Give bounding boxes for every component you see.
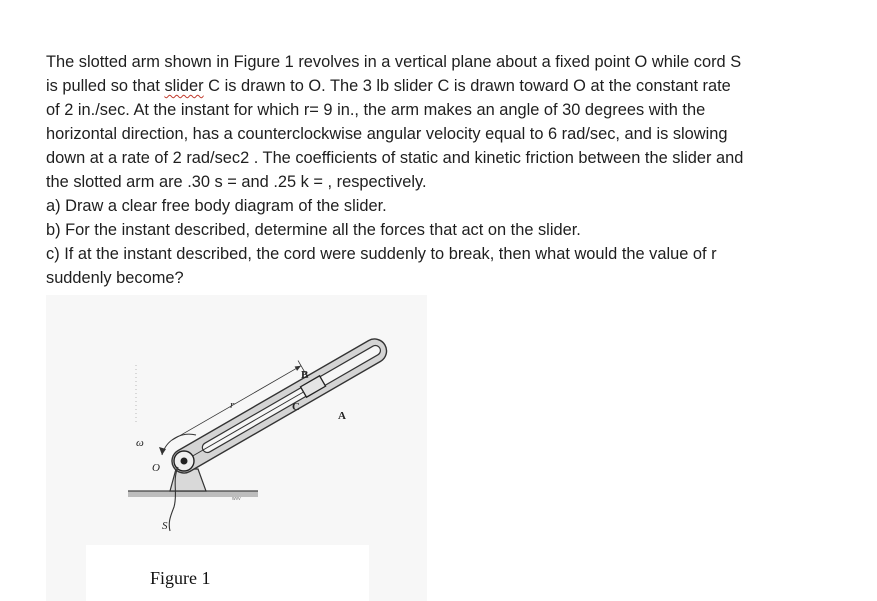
problem-line-3: of 2 in./sec. At the instant for which r= 9 in., the arm makes an angle of 30 degrees with the	[46, 101, 706, 119]
question-part-b: b) For the instant described, determine all the forces that act on the slider.	[46, 221, 581, 239]
question-part-c-line-1: c) If at the instant described, the cord were suddenly to break, then what would the value of r	[46, 245, 717, 263]
cord-s-label: S	[162, 520, 168, 532]
ground-mark: wvv	[232, 496, 241, 502]
problem-line-2-start: is pulled so that	[46, 77, 165, 95]
point-b-label: B	[301, 369, 309, 381]
omega-label: ω	[136, 437, 144, 449]
question-part-c-line-2: suddenly become?	[46, 269, 184, 287]
slider-c-label: C	[292, 401, 300, 413]
r-label: r	[230, 399, 235, 411]
problem-line-6: the slotted arm are .30 s = and .25 k = , respectively.	[46, 173, 427, 191]
problem-line-5: down at a rate of 2 rad/sec2 . The coefficients of static and kinetic friction between the slider and	[46, 149, 744, 167]
cord-along-arm	[193, 392, 304, 456]
point-a-label: A	[338, 410, 346, 422]
figure-caption: Figure 1	[150, 568, 211, 588]
question-part-a: a) Draw a clear free body diagram of the slider.	[46, 197, 387, 215]
problem-line-2-end: C is drawn to O. The 3 lb slider C is drawn toward O at the constant rate	[203, 77, 731, 95]
problem-line-2	[46, 74, 846, 98]
spellcheck-word: slider	[164, 77, 204, 95]
problem-statement	[46, 50, 846, 290]
problem-line-4: horizontal direction, has a counterclockwise angular velocity equal to 6 rad/sec, and is slowing	[46, 125, 728, 143]
caption-background	[86, 545, 369, 601]
point-o-label: O	[152, 462, 160, 474]
pivot-pin	[181, 458, 188, 465]
problem-line-1: The slotted arm shown in Figure 1 revolves in a vertical plane about a fixed point O while cord S	[46, 53, 742, 71]
slotted-arm	[159, 319, 391, 477]
